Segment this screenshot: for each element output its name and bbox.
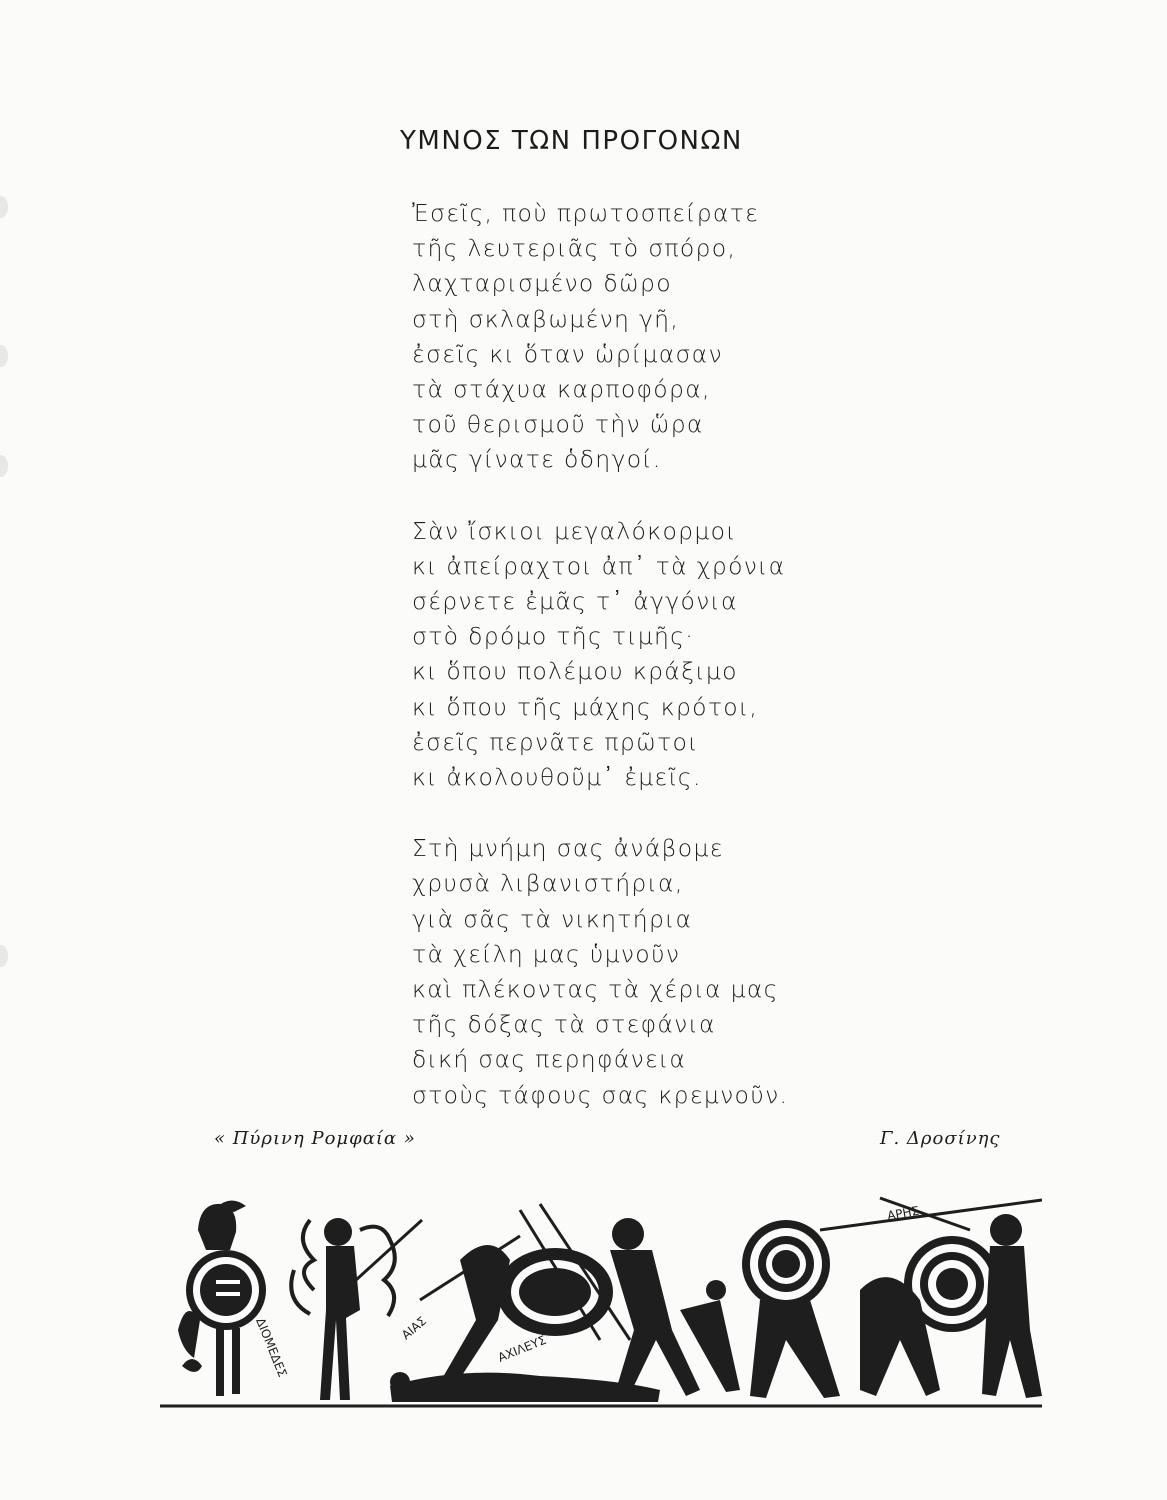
- poem-line: τῆς λευτεριᾶς τὸ σπόρο,: [412, 234, 737, 263]
- binder-hole: [0, 945, 8, 967]
- poem-line: γιὰ σᾶς τὰ νικητήρια: [412, 904, 693, 933]
- poem-line: μᾶς γίνατε ὁδηγοί.: [412, 445, 662, 474]
- warrior-achilles-figure: [610, 1218, 740, 1396]
- poem-line: κι ἀπείραχτοι ἀπ᾽ τὰ χρόνια: [412, 551, 786, 580]
- poem-line: καὶ πλέκοντας τὰ χέρια μας: [412, 975, 779, 1004]
- inscription: ΙΚΑ: [763, 1321, 787, 1346]
- poem-line: στοὺς τάφους σας κρεμνοῦν.: [412, 1080, 789, 1109]
- poem-line: ἐσεῖς περνᾶτε πρῶτοι: [412, 727, 699, 756]
- battle-frieze-illustration: [160, 1190, 1042, 1412]
- poem-line: στὴ σκλαβωμένη γῆ,: [412, 304, 680, 333]
- poem-line: χρυσὰ λιβανιστήρια,: [412, 869, 684, 898]
- poem-line: Ἐσεῖς, ποὺ πρωτοσπείρατε: [412, 199, 760, 227]
- inscription: ΑΙΑΣ: [398, 1313, 430, 1343]
- poem-line: τὰ στάχυα καρποφόρα,: [412, 375, 711, 404]
- poem-line: Σὰν ἴσκιοι μεγαλόκορμοι: [412, 516, 737, 545]
- poem-line: Στὴ μνήμη σας ἀνάβομε: [412, 834, 724, 863]
- binder-hole: [0, 196, 8, 218]
- warrior-diomedes-figure: [178, 1200, 266, 1396]
- inscription: ΑΧΙΛΕΥΣ: [495, 1332, 549, 1365]
- poem-line: τῆς δόξας τὰ στεφάνια: [412, 1010, 716, 1039]
- stanza: [412, 196, 832, 478]
- warrior-aias-figure: [420, 1204, 630, 1400]
- poem-line: σέρνετε ἐμᾶς τ᾽ ἀγγόνια: [412, 587, 738, 616]
- poem-line: ἐσεῖς κι ὅταν ὡρίμασαν: [412, 339, 723, 368]
- poem-line: δική σας περηφάνεια: [412, 1045, 687, 1074]
- stanza: [412, 514, 832, 796]
- binder-hole: [0, 345, 8, 367]
- poem-line: κι ὅπου τῆς μάχης κρότοι,: [412, 692, 759, 721]
- warrior-shield-figure: [742, 1220, 840, 1398]
- author-name: Γ. Δροσίνης: [880, 1128, 1001, 1149]
- poem-line: στὸ δρόμο τῆς τιμῆς·: [412, 622, 695, 651]
- inscription: ΑΡΗΣ: [886, 1203, 921, 1223]
- poem-line: κι ὅπου πολέμου κράξιμο: [412, 657, 738, 686]
- poem-title: ΥΜΝΟΣ ΤΩΝ ΠΡΟΓΟΝΩΝ: [400, 126, 743, 156]
- poem-line: τὰ χείλη μας ὑμνοῦν: [412, 939, 681, 968]
- poem-line: τοῦ θερισμοῦ τὴν ὥρα: [412, 410, 704, 439]
- warrior-shield-figure: [820, 1198, 1042, 1398]
- source-citation: « Πύρινη Ρομφαία »: [214, 1128, 416, 1149]
- poem-line: κι ἀκολουθοῦμ᾽ ἐμεῖς.: [412, 763, 702, 792]
- inscription: ΔΙΟΜΕΔΕΣ: [253, 1315, 290, 1380]
- poem-line: λαχταρισμένο δῶρο: [412, 269, 672, 298]
- poem-body: [412, 196, 832, 1149]
- binder-hole: [0, 455, 8, 477]
- stanza: [412, 831, 832, 1113]
